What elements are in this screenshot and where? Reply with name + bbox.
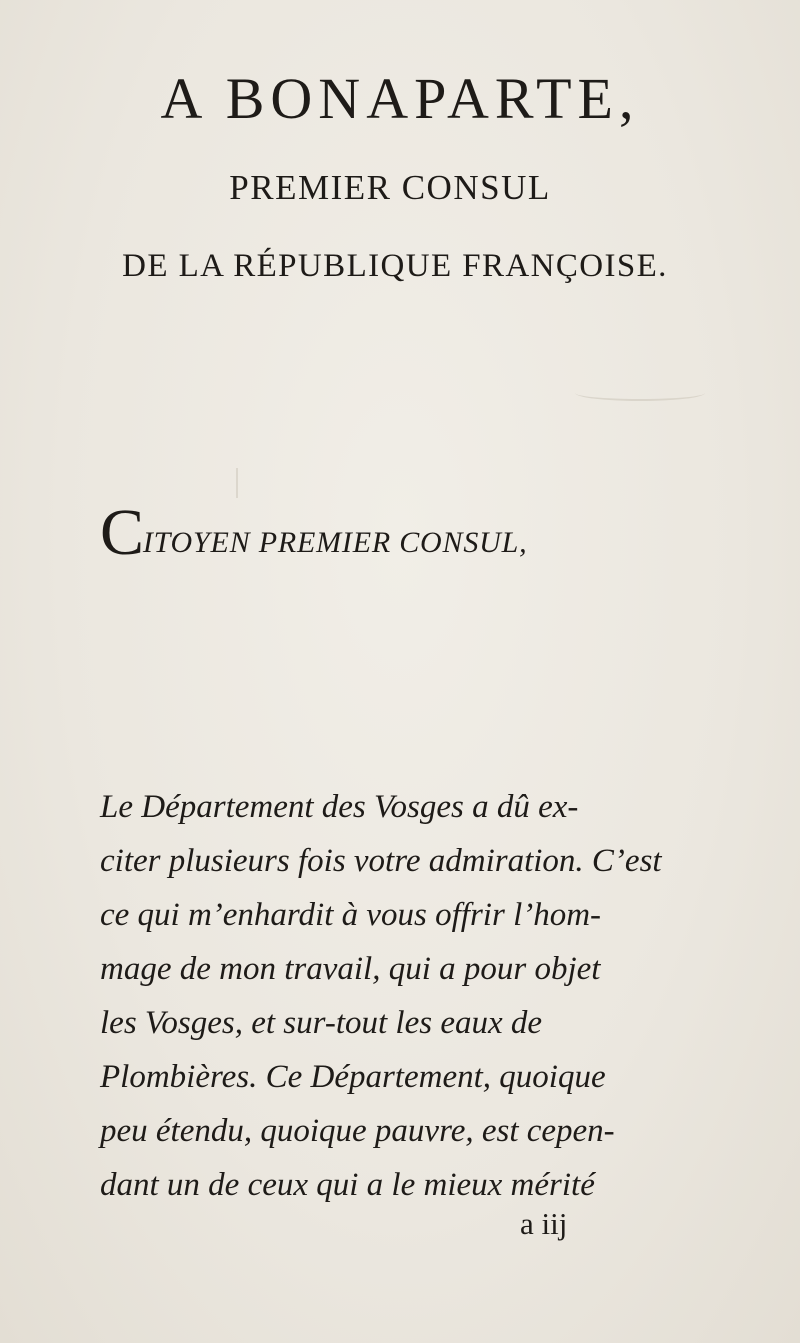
dedication-republic: DE LA RÉPUBLIQUE FRANÇOISE. [122,248,668,284]
body-line: mage de mon travail, qui a pour objet [100,951,601,987]
page-signature: a iij [520,1206,568,1241]
body-line: les Vosges, et sur-tout les eaux de [100,1005,543,1041]
body-line: peu étendu, quoique pauvre, est cepen- [100,1113,615,1149]
paper-mark [575,385,705,401]
body-line: citer plusieurs fois votre admiration. C’est [100,843,662,879]
salutation-initial: C [100,496,145,569]
body-lead: Le [100,789,133,825]
body-line: dant un de ceux qui a le mieux mérité [100,1167,595,1203]
body-line-text: Département des Vosges a dû ex- [133,789,579,825]
body-line [100,780,700,834]
salutation [100,496,528,569]
body-line: ce qui m’enhardit à vous offrir l’hom- [100,897,602,933]
dedication-title: A BONAPARTE, [160,66,640,131]
dedication-subtitle: PREMIER CONSUL [229,168,551,207]
body-text [100,780,700,1212]
paper-mark [236,468,254,498]
salutation-text: ITOYEN PREMIER CONSUL, [142,526,528,559]
body-line: Plombières. Ce Département, quoique [100,1059,606,1095]
